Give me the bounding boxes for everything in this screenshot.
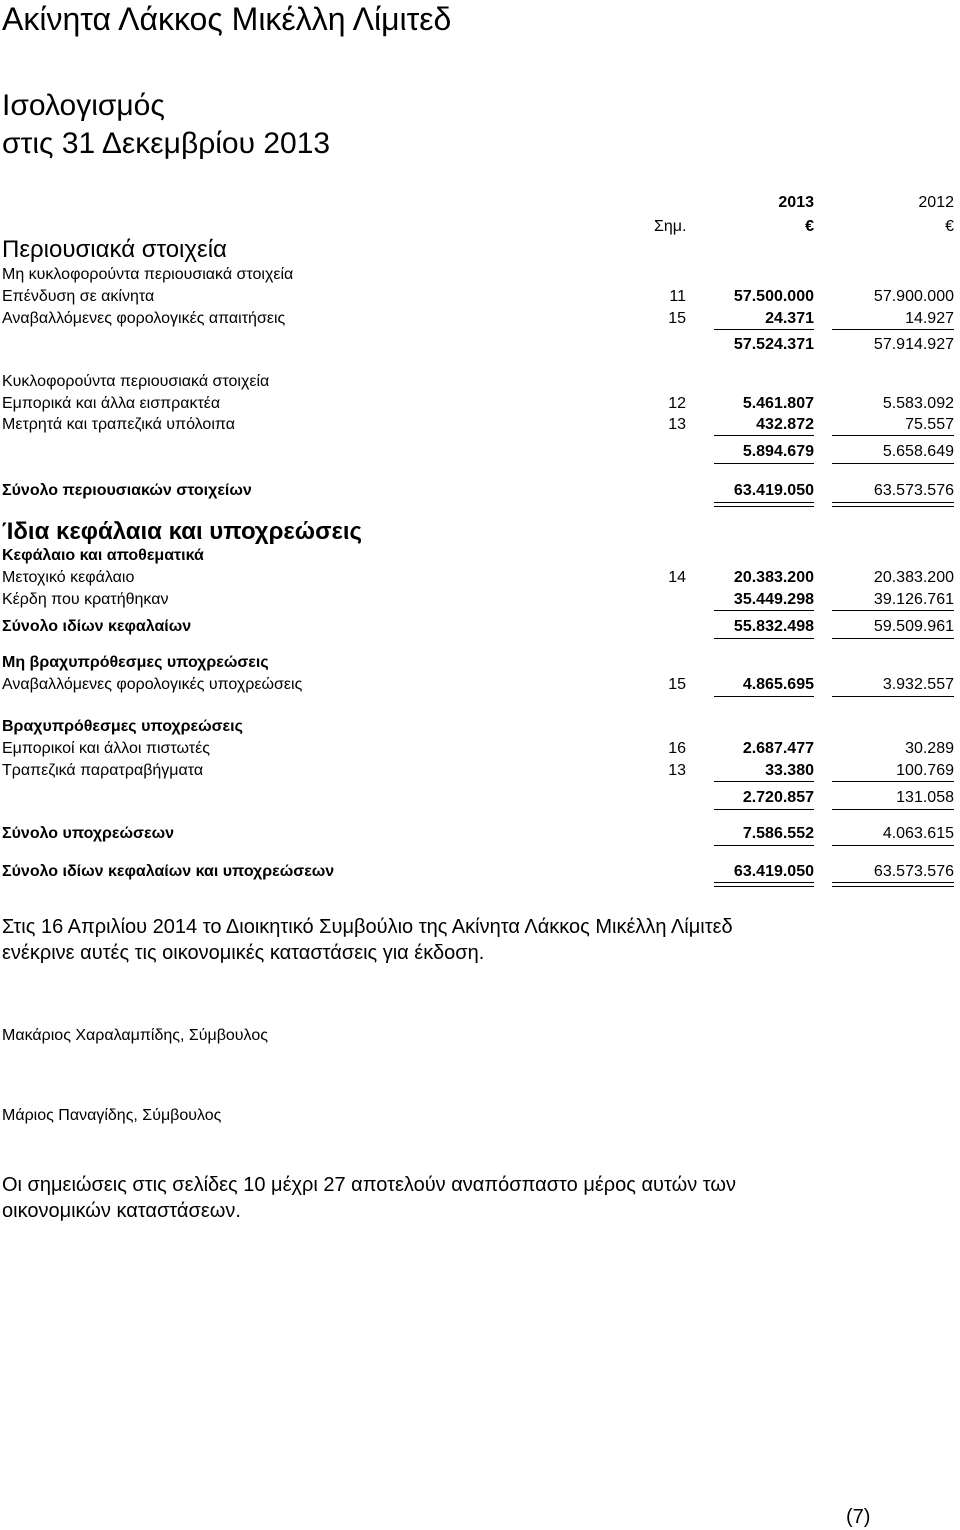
value-2013: 63.419.050 bbox=[733, 482, 814, 499]
double-underline bbox=[832, 502, 954, 507]
value-2013: 24.371 bbox=[765, 310, 814, 327]
row-label: Τραπεζικά παρατραβήγματα bbox=[2, 762, 204, 779]
row-note: 15 bbox=[668, 676, 686, 693]
noncurrent-liabilities-heading: Μη βραχυπρόθεσμες υποχρεώσεις bbox=[2, 654, 269, 671]
value-2013: 2.687.477 bbox=[742, 740, 814, 757]
value-2012: 20.383.200 bbox=[873, 569, 954, 586]
row-label: Σύνολο περιουσιακών στοιχείων bbox=[2, 482, 252, 499]
underline bbox=[714, 845, 814, 846]
value-2013: 20.383.200 bbox=[733, 569, 814, 586]
assets-heading: Περιουσιακά στοιχεία bbox=[2, 236, 227, 263]
row-note: 13 bbox=[668, 762, 686, 779]
subtotal-2012: 57.914.927 bbox=[873, 336, 954, 353]
underline bbox=[714, 463, 814, 464]
row-note: 14 bbox=[668, 569, 686, 586]
underline bbox=[714, 781, 814, 782]
table-row bbox=[0, 567, 960, 589]
subtotal-2012: 5.658.649 bbox=[882, 443, 954, 460]
approval-text-line1: Στις 16 Απριλίου 2014 το Διοικητικό Συμβούλιο της Ακίνητα Λάκκος Μικέλλη Λίμιτεδ bbox=[2, 916, 733, 938]
equity-liabilities-heading: Ίδια κεφάλαια και υποχρεώσεις bbox=[2, 518, 363, 545]
equity-heading: Κεφάλαιο και αποθεματικά bbox=[2, 547, 204, 564]
value-2012: 100.769 bbox=[896, 762, 954, 779]
value-2012: 3.932.557 bbox=[882, 676, 954, 693]
total-equity-row bbox=[0, 616, 960, 638]
underline bbox=[832, 435, 954, 436]
underline bbox=[832, 696, 954, 697]
underline bbox=[832, 809, 954, 810]
notes-statement-line2: οικονομικών καταστάσεων. bbox=[2, 1200, 241, 1222]
row-label: Αναβαλλόμενες φορολογικές απαιτήσεις bbox=[2, 310, 286, 327]
double-underline bbox=[832, 882, 954, 887]
value-2013: 63.419.050 bbox=[733, 863, 814, 880]
underline bbox=[714, 696, 814, 697]
underline bbox=[714, 638, 814, 639]
double-underline bbox=[714, 502, 814, 507]
row-note: 15 bbox=[668, 310, 686, 327]
table-row bbox=[0, 308, 960, 330]
value-2012: 14.927 bbox=[905, 310, 954, 327]
approval-text-line2: ενέκρινε αυτές τις οικονομικές καταστάσεις για έκδοση. bbox=[2, 942, 485, 964]
notes-statement-line1: Οι σημειώσεις στις σελίδες 10 μέχρι 27 αποτελούν αναπόσπαστο μέρος αυτών των bbox=[2, 1174, 736, 1196]
row-label: Μετοχικό κεφάλαιο bbox=[2, 569, 135, 586]
value-2013: 5.461.807 bbox=[742, 395, 814, 412]
table-row bbox=[0, 393, 960, 415]
table-row bbox=[0, 414, 960, 436]
row-label: Μετρητά και τραπεζικά υπόλοιπα bbox=[2, 416, 235, 433]
underline bbox=[714, 435, 814, 436]
value-2012: 57.900.000 bbox=[873, 288, 954, 305]
underline bbox=[832, 638, 954, 639]
underline bbox=[832, 463, 954, 464]
subtotal-2013: 2.720.857 bbox=[742, 789, 814, 806]
year-2012-header: 2012 bbox=[918, 194, 954, 211]
table-row bbox=[0, 760, 960, 782]
value-2012: 30.289 bbox=[905, 740, 954, 757]
row-label: Εμπορικά και άλλα εισπρακτέα bbox=[2, 395, 221, 412]
value-2013: 35.449.298 bbox=[733, 591, 814, 608]
value-2012: 63.573.576 bbox=[873, 482, 954, 499]
row-label: Σύνολο υποχρεώσεων bbox=[2, 825, 174, 842]
value-2012: 59.509.961 bbox=[873, 618, 954, 635]
company-name: Ακίνητα Λάκκος Μικέλλη Λίμιτεδ bbox=[2, 1, 452, 37]
noncurrent-assets-heading: Μη κυκλοφορούντα περιουσιακά στοιχεία bbox=[2, 266, 294, 283]
value-2012: 75.557 bbox=[905, 416, 954, 433]
table-row bbox=[0, 738, 960, 760]
table-row bbox=[0, 286, 960, 308]
statement-title: Ισολογισμός bbox=[2, 89, 165, 122]
statement-date: στις 31 Δεκεμβρίου 2013 bbox=[2, 127, 331, 160]
year-2013-header: 2013 bbox=[778, 194, 814, 211]
table-row bbox=[0, 589, 960, 611]
underline bbox=[832, 329, 954, 330]
value-2012: 5.583.092 bbox=[882, 395, 954, 412]
underline bbox=[832, 845, 954, 846]
row-note: 16 bbox=[668, 740, 686, 757]
total-assets-row bbox=[0, 480, 960, 502]
row-note: 13 bbox=[668, 416, 686, 433]
page-number: (7) bbox=[846, 1506, 871, 1528]
double-underline bbox=[714, 882, 814, 887]
row-label: Σύνολο ιδίων κεφαλαίων και υποχρεώσεων bbox=[2, 863, 335, 880]
value-2012: 63.573.576 bbox=[873, 863, 954, 880]
value-2013: 33.380 bbox=[765, 762, 814, 779]
underline bbox=[714, 809, 814, 810]
subtotal-2013: 5.894.679 bbox=[742, 443, 814, 460]
subtotal-row bbox=[0, 441, 960, 463]
current-liabilities-heading: Βραχυπρόθεσμες υποχρεώσεις bbox=[2, 718, 243, 735]
underline bbox=[714, 329, 814, 330]
total-liabilities-row bbox=[0, 823, 960, 845]
subtotal-2013: 57.524.371 bbox=[733, 336, 814, 353]
signatory-1: Μακάριος Χαραλαμπίδης, Σύμβουλος bbox=[2, 1027, 268, 1044]
row-label: Κέρδη που κρατήθηκαν bbox=[2, 591, 169, 608]
value-2012: 39.126.761 bbox=[873, 591, 954, 608]
note-header: Σημ. bbox=[654, 218, 687, 235]
row-label: Αναβαλλόμενες φορολογικές υποχρεώσεις bbox=[2, 676, 303, 693]
value-2012: 4.063.615 bbox=[882, 825, 954, 842]
current-assets-heading: Κυκλοφορούντα περιουσιακά στοιχεία bbox=[2, 373, 270, 390]
row-note: 11 bbox=[669, 288, 686, 305]
value-2013: 4.865.695 bbox=[742, 676, 814, 693]
subtotal-2012: 131.058 bbox=[896, 789, 954, 806]
value-2013: 55.832.498 bbox=[733, 618, 814, 635]
signatory-2: Μάριος Παναγίδης, Σύμβουλος bbox=[2, 1107, 222, 1124]
underline bbox=[832, 781, 954, 782]
underline bbox=[714, 610, 814, 611]
row-label: Σύνολο ιδίων κεφαλαίων bbox=[2, 618, 192, 635]
value-2013: 57.500.000 bbox=[733, 288, 814, 305]
currency-2013: € bbox=[805, 218, 814, 235]
grand-total-row bbox=[0, 861, 960, 883]
subtotal-row bbox=[0, 787, 960, 809]
row-note: 12 bbox=[668, 395, 686, 412]
subtotal-row bbox=[0, 334, 960, 356]
value-2013: 7.586.552 bbox=[742, 825, 814, 842]
value-2013: 432.872 bbox=[756, 416, 814, 433]
row-label: Εμπορικοί και άλλοι πιστωτές bbox=[2, 740, 210, 757]
underline bbox=[832, 610, 954, 611]
row-label: Επένδυση σε ακίνητα bbox=[2, 288, 155, 305]
table-row bbox=[0, 674, 960, 696]
currency-2012: € bbox=[945, 218, 954, 235]
